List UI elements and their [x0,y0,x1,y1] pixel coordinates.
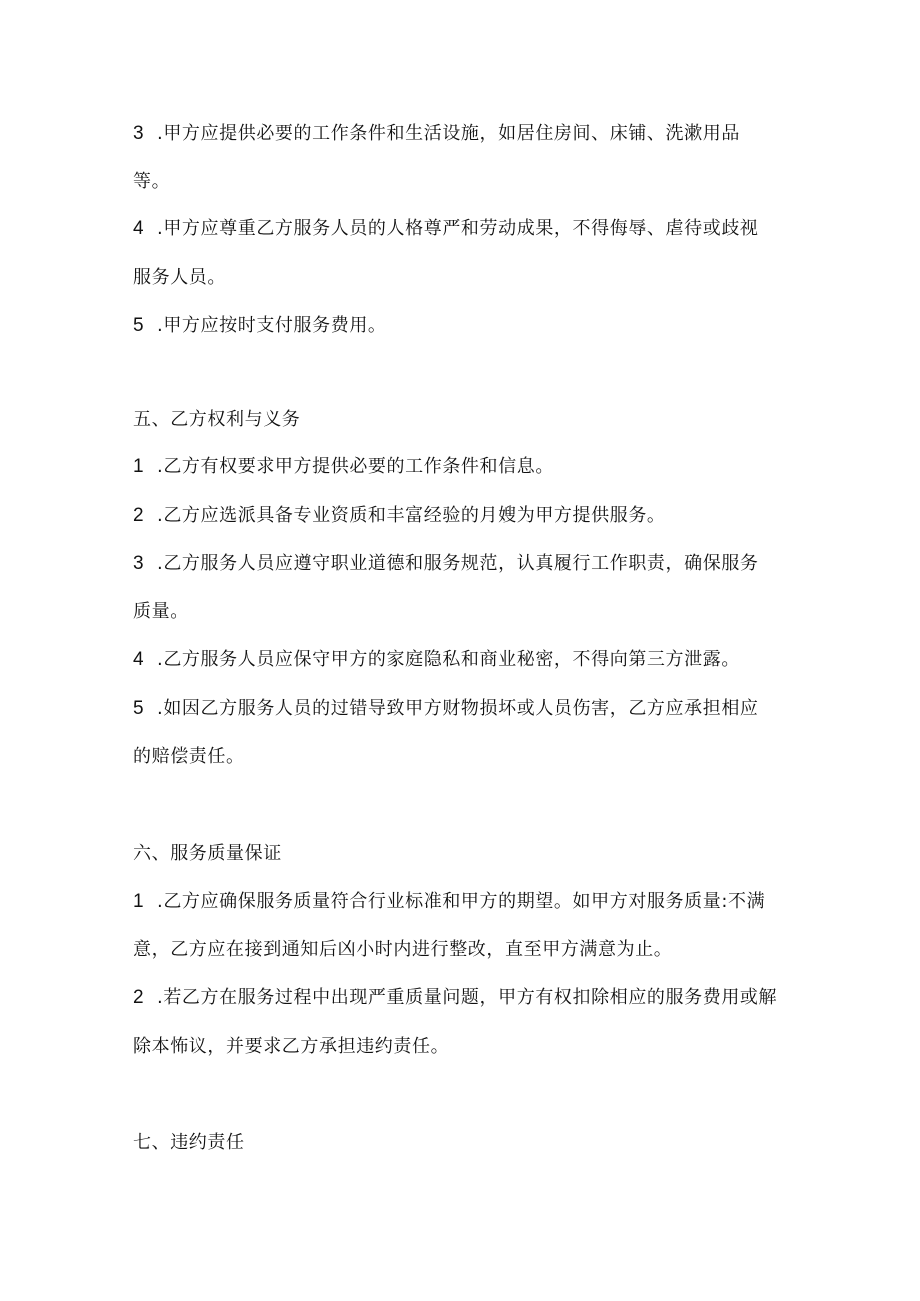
clause-6-5-line-2 [133,745,245,769]
clause-number: 1 [133,891,145,912]
clause-7-2-line-1 [133,986,777,1010]
clause-7-1-line-2 [133,938,672,962]
clause-text: .若乙方在服务过程中出现严重质量问题，甲方有权扣除相应的服务费用或解 [157,987,778,1008]
clause-text: .乙方服务人员应遵守职业道德和服务规范，认真履行工作职责，确保服务 [157,553,759,574]
clause-number: 4 [133,649,145,670]
clause-number: 5 [133,315,145,336]
clause-number: 2 [133,505,145,526]
clause-5-3-line-2 [133,170,170,194]
section-title: 五、乙方权利与义务 [133,409,301,430]
clause-5-5 [133,314,387,338]
clause-number: 5 [133,698,145,719]
clause-7-2-line-2 [133,1035,449,1059]
clause-6-1 [133,455,554,479]
clause-5-3-line-1 [133,122,740,146]
clause-number: 1 [133,456,145,477]
clause-text: .甲方应尊重乙方服务人员的人格尊严和劳动成果，不得侮辱、虐待或歧视 [157,218,759,239]
clause-6-5-line-1 [133,697,759,721]
clause-text: 质量。 [133,601,189,622]
clause-number: 3 [133,123,145,144]
clause-text: 除本怖议，并要求乙方承担违约责任。 [133,1036,450,1057]
section-heading-5 [133,408,300,432]
clause-text: 等。 [133,171,171,192]
clause-number: 3 [133,553,145,574]
clause-text: .乙方应确保服务质量符合行业标准和甲方的期望。如甲方对服务质量:不满 [157,891,766,912]
clause-6-3-line-2 [133,600,189,624]
section-title: 六、服务质量保证 [133,843,282,864]
clause-text: 的赔偿责任。 [133,746,245,767]
clause-text: .乙方应选派具备专业资质和丰富经验的月嫂为甲方提供服务。 [157,505,666,526]
clause-number: 2 [133,987,145,1008]
clause-7-1-line-1 [133,890,765,914]
clause-text: 服务人员。 [133,267,226,288]
clause-5-4-line-2 [133,266,226,290]
clause-text: .乙方有权要求甲方提供必要的工作条件和信息。 [157,456,554,477]
clause-6-4 [133,648,740,672]
clause-text: .乙方服务人员应保守甲方的家庭隐私和商业秘密，不得向第三方泄露。 [157,649,740,670]
clause-text: 意，乙方应在接到通知后凶小时内进行整改，直至甲方满意为止。 [133,939,673,960]
section-title: 七、违约责任 [133,1132,245,1153]
clause-text: .甲方应按时支付服务费用。 [157,315,387,336]
clause-6-3-line-1 [133,552,759,576]
clause-text: .如因乙方服务人员的过错导致甲方财物损坏或人员伤害，乙方应承担相应 [157,698,759,719]
section-heading-6 [133,842,282,866]
clause-number: 4 [133,218,145,239]
clause-6-2 [133,504,666,528]
section-heading-7 [133,1131,245,1155]
clause-text: .甲方应提供必要的工作条件和生活设施，如居住房间、床铺、洗漱用品 [157,123,740,144]
clause-5-4-line-1 [133,217,759,241]
